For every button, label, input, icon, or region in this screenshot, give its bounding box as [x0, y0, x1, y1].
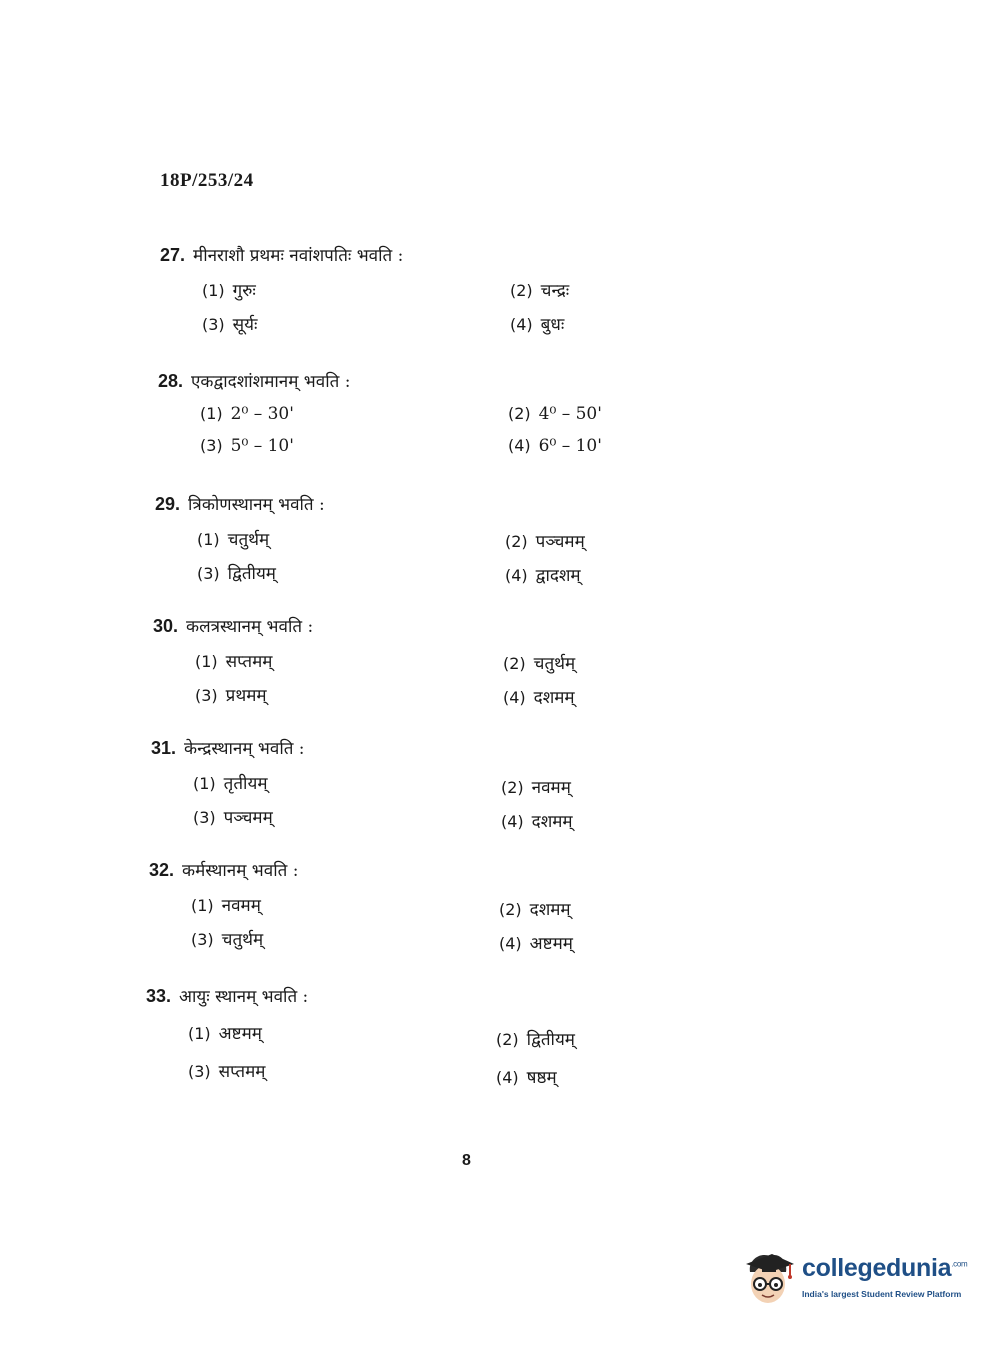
question-33 [146, 984, 746, 1088]
option-1: (1) चतुर्थम् [197, 530, 270, 550]
option-2: (2) नवमम् [501, 778, 571, 798]
question-text: आयुः स्थानम् भवति : [179, 987, 309, 1007]
question-text: एकद्वादशांशमानम् भवति : [191, 372, 351, 392]
option-1: (1) सप्तमम् [195, 652, 273, 672]
options [146, 1009, 746, 1088]
option-3: (3) पञ्चमम् [193, 808, 273, 828]
option-2: (2) 4⁰ – 50' [508, 404, 602, 424]
question-32 [149, 858, 749, 953]
option-3: (3) सप्तमम् [188, 1062, 266, 1082]
question-28 [158, 369, 758, 464]
option-3: (3) 5⁰ – 10' [200, 436, 294, 456]
option-3: (3) चतुर्थम् [191, 930, 264, 950]
page-number: 8 [462, 1152, 471, 1169]
option-2: (2) चन्द्रः [510, 281, 570, 301]
logo-tagline: India's largest Student Review Platform [802, 1289, 962, 1299]
collegedunia-logo [742, 1250, 972, 1310]
option-2: (2) दशमम् [499, 900, 571, 920]
question-29 [155, 492, 755, 587]
options [151, 761, 751, 831]
question-text: कर्मस्थानम् भवति : [182, 861, 299, 881]
question-27 [160, 243, 760, 338]
options [158, 394, 758, 464]
question-text: मीनराशौ प्रथमः नवांशपतिः भवति : [193, 246, 404, 266]
question-number: 31. [151, 738, 177, 758]
mascot-icon [742, 1250, 794, 1308]
options [160, 268, 760, 338]
option-4: (4) दशमम् [503, 688, 575, 708]
options [149, 883, 749, 953]
question-text: कलत्रस्थानम् भवति : [186, 617, 314, 637]
options [153, 639, 753, 709]
option-1: (1) 2⁰ – 30' [200, 404, 294, 424]
option-1: (1) गुरुः [202, 281, 256, 301]
option-2: (2) चतुर्थम् [503, 654, 576, 674]
option-1: (1) तृतीयम् [193, 774, 268, 794]
question-number: 29. [155, 494, 181, 514]
question-text: त्रिकोणस्थानम् भवति : [188, 495, 325, 515]
option-3: (3) प्रथमम् [195, 686, 267, 706]
question-number: 30. [153, 616, 179, 636]
option-2: (2) पञ्चमम् [505, 532, 585, 552]
option-4: (4) षष्ठम् [496, 1068, 557, 1088]
option-3: (3) सूर्यः [202, 315, 258, 335]
paper-code: 18P/253/24 [160, 170, 254, 191]
question-number: 33. [146, 986, 172, 1006]
options [155, 517, 755, 587]
option-4: (4) अष्टमम् [499, 934, 573, 954]
question-number: 27. [160, 245, 186, 265]
question-30 [153, 614, 753, 709]
logo-wordmark: collegedunia$^{.com}$ [802, 1254, 968, 1282]
option-1: (1) अष्टमम् [188, 1024, 262, 1044]
option-4: (4) 6⁰ – 10' [508, 436, 602, 456]
question-number: 32. [149, 860, 175, 880]
option-4: (4) दशमम् [501, 812, 573, 832]
option-4: (4) द्वादशम् [505, 566, 581, 586]
option-1: (1) नवमम् [191, 896, 261, 916]
question-text: केन्द्रस्थानम् भवति : [184, 739, 305, 759]
option-2: (2) द्वितीयम् [496, 1030, 575, 1050]
option-3: (3) द्वितीयम् [197, 564, 276, 584]
question-number: 28. [158, 371, 184, 391]
question-31 [151, 736, 751, 831]
option-4: (4) बुधः [510, 315, 565, 335]
